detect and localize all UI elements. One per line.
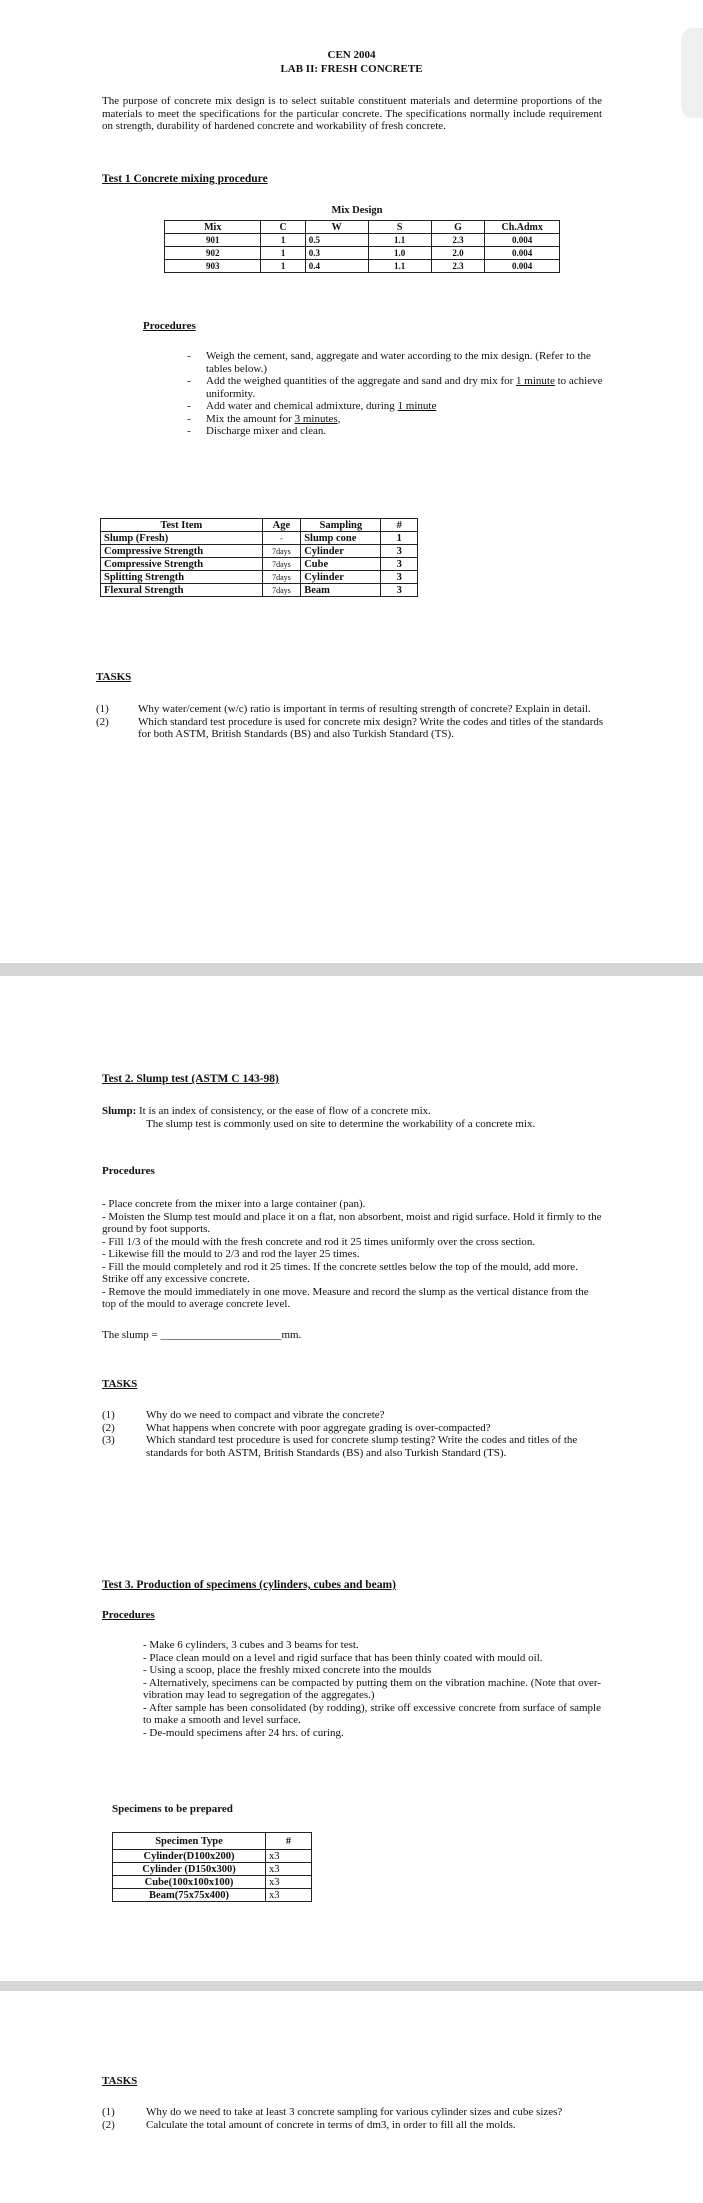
table-cell: 1.1 [368,234,431,247]
task-number: (3) [102,1434,115,1446]
mix-design-table [164,220,560,273]
col-header: G [431,221,485,234]
table-cell: 0.3 [305,247,368,260]
table-cell: 0.4 [305,260,368,273]
table-cell: 1 [261,234,305,247]
task-number: (2) [102,1421,115,1434]
task-text: What happens when concrete with poor aggregate grading is over-compacted? [146,1421,491,1434]
test3-heading: Test 3. Production of specimens (cylinders, cubes and beam) [102,1579,396,1591]
table-row [165,234,560,247]
procedures-heading: Procedures [102,1165,155,1177]
table-header-row [165,221,560,234]
table-cell: 1 [261,247,305,260]
procedure-list [187,350,607,438]
table-cell: Cube [301,558,381,571]
table-cell: 7days [262,584,301,597]
list-item: - Using a scoop, place the freshly mixed concrete into the moulds [143,1664,432,1676]
table-cell: 3 [381,558,418,571]
table-cell: 2.3 [431,260,485,273]
task-text: Why do we need to compact and vibrate the concrete? [146,1409,385,1421]
list-item: - Alternatively, specimens can be compacted by putting them on the vibration machine. (Note that over-vibration may lead to segregation of the aggregates.) [143,1676,601,1701]
procedure-step: Weigh the cement, sand, aggregate and water according to the mix design. (Refer to the tables below.) [206,350,591,375]
table-cell: Compressive Strength [101,545,263,558]
test-items-table [100,518,418,597]
tasks-heading: TASKS [96,671,132,683]
list-item: - After sample has been consolidated (by rodding), strike off excessive concrete from surface of sample to make a smooth and level surface. [143,1701,601,1726]
col-header: C [261,221,305,234]
table-cell: 902 [165,247,261,260]
table-cell: 0.004 [485,247,560,260]
table-cell: Cube(100x100x100) [113,1876,266,1889]
list-item [96,716,606,741]
table-cell: 1 [381,532,418,545]
table-header-row [113,1833,312,1850]
table-cell: Slump cone [301,532,381,545]
table-row [165,247,560,260]
procedures-heading: Procedures [143,320,196,332]
list-item: - Place clean mould on a level and rigid surface that has been thinly coated with mould oil. [143,1651,543,1664]
mix-design-group-header: Mix Design [331,205,383,216]
procedure-step: Add water and chemical admixture, during [206,400,395,412]
list-item: - Make 6 cylinders, 3 cubes and 3 beams for test. [143,1639,359,1651]
col-header: Specimen Type [113,1833,266,1850]
procedure-step-tail: to achieve uniformity. [206,375,603,400]
test2-heading: Test 2. Slump test (ASTM C 143-98) [102,1073,279,1085]
task-list [102,1409,602,1459]
list-item: - Add water and chemical admixture, during 1 minute [187,400,437,412]
duration-link: 3 minutes, [294,412,341,425]
procedure-step: Add the weighed quantities of the aggregate and sand and dry mix for [206,375,514,387]
table-cell: Cylinder [301,545,381,558]
slump-label: Slump: [102,1105,137,1117]
table-row [113,1876,312,1889]
list-item [102,1409,602,1422]
table-cell: Beam [301,584,381,597]
specimen-procedure-list [143,1639,601,1739]
specimen-table [112,1832,312,1902]
procedures-heading: Procedures [102,1609,155,1621]
slump-def-text: It is an index of consistency, or the ease of flow of a concrete mix. [139,1105,431,1117]
table-cell: 903 [165,260,261,273]
task-text: Which standard test procedure is used for concrete slump testing? Write the codes and titles of the standards for both ASTM, British Standards (BS) and also Turkish Standard (TS). [146,1434,578,1459]
task-number: (2) [102,2118,115,2131]
list-item: - Mix the amount for 3 minutes, [187,412,341,425]
table-cell: Splitting Strength [101,571,263,584]
table-row [101,584,418,597]
col-header: Ch.Admx [485,221,560,234]
table-cell: Beam(75x75x400) [113,1889,266,1902]
list-item: - De-mould specimens after 24 hrs. of curing. [143,1726,344,1739]
table-cell: - [262,532,301,545]
list-item [102,2106,602,2119]
tasks-heading: TASKS [102,2075,138,2087]
task-text: Calculate the total amount of concrete in terms of dm3, in order to fill all the molds. [146,2118,516,2131]
task-text: Which standard test procedure is used for concrete mix design? Write the codes and titles of the standards for both ASTM, British Standards (BS) and also Turkish Standard (TS). [138,715,604,740]
table-cell: Cylinder (D150x300) [113,1863,266,1876]
col-header: # [381,519,418,532]
list-item: - Remove the mould immediately in one move. Measure and record the slump as the vertical distance from the top of the mould to average concrete level. [102,1285,589,1310]
col-header: Age [262,519,301,532]
task-number: (1) [102,1409,115,1421]
table-cell: x3 [266,1850,312,1863]
list-item: - Weigh the cement, sand, aggregate and water according to the mix design. (Refer to the tables below.) [187,350,607,375]
procedure-step: Mix the amount for [206,412,292,425]
table-cell: 1 [261,260,305,273]
table-cell: Slump (Fresh) [101,532,263,545]
table-cell: 7days [262,571,301,584]
list-item: - Fill 1/3 of the mould with the fresh concrete and rod it 25 times uniformly over the cross section. [102,1235,536,1248]
table-cell: Compressive Strength [101,558,263,571]
table-cell: 0.004 [485,260,560,273]
table-row [113,1863,312,1876]
list-item [102,2119,602,2132]
table-cell: 3 [381,545,418,558]
table-cell: Cylinder [301,571,381,584]
table-row [113,1850,312,1863]
list-item: - Moisten the Slump test mould and place it on a flat, non absorbent, moist and rigid surface. Hold it firmly to the ground by foot supports. [102,1210,602,1235]
table-cell: 2.3 [431,234,485,247]
specimens-heading: Specimens to be prepared [112,1803,233,1815]
table-row [101,532,418,545]
slump-result-line: The slump = ______________________mm. [102,1329,302,1341]
table-row [101,558,418,571]
col-header: Test Item [101,519,263,532]
table-cell: 0.5 [305,234,368,247]
list-item [102,1422,602,1435]
table-cell: Cylinder(D100x200) [113,1850,266,1863]
page-separator [0,963,703,976]
list-item: - Add the weighed quantities of the aggregate and sand and dry mix for 1 minute to achieve uniformity. [187,375,603,400]
col-header: S [368,221,431,234]
intro-paragraph: The purpose of concrete mix design is to select suitable constituent materials and determine proportions of the materials to meet the specifications for the particular concrete. The specifications normally include requirement on strength, durability of hardened concrete and workability of fresh concrete. [102,95,602,132]
list-item: - Place concrete from the mixer into a large container (pan). [102,1198,366,1210]
page-separator [0,1981,703,1991]
duration-link: 1 minute [516,375,555,387]
list-item [102,1434,602,1459]
lab-title: LAB II: FRESH CONCRETE [280,63,423,75]
table-cell: x3 [266,1876,312,1889]
table-cell: 1.0 [368,247,431,260]
duration-link: 1 minute [397,400,437,412]
list-item: - Likewise fill the mould to 2/3 and rod the layer 25 times. [102,1248,360,1260]
table-row [101,571,418,584]
task-number: (1) [102,2106,115,2118]
slump-definition [102,1105,592,1118]
table-row [113,1889,312,1902]
table-row [101,545,418,558]
table-cell: 7days [262,545,301,558]
task-list [102,2106,602,2131]
procedure-step: Discharge mixer and clean. [206,425,327,437]
table-row [165,260,560,273]
task-number: (2) [96,715,109,728]
tasks-heading: TASKS [102,1378,138,1390]
task-list [96,703,606,741]
slump-procedure-list [102,1198,602,1311]
list-item: - Fill the mould completely and rod it 25 times. If the concrete settles below the top of the mould, add more. Strike off any excessive concrete. [102,1260,578,1285]
table-cell: 3 [381,584,418,597]
table-cell: 3 [381,571,418,584]
table-cell: 7days [262,558,301,571]
task-number: (1) [96,703,109,715]
list-item [96,703,606,716]
table-header-row [101,519,418,532]
test1-heading: Test 1 Concrete mixing procedure [102,173,268,185]
slump-use-text: The slump test is commonly used on site to determine the workability of a concrete mix. [146,1118,536,1130]
col-header: Sampling [301,519,381,532]
course-code: CEN 2004 [327,49,376,61]
table-cell: x3 [266,1863,312,1876]
col-header: # [266,1833,312,1850]
document-page-2 [0,978,703,1980]
task-text: Why do we need to take at least 3 concrete sampling for various cylinder sizes and cube sizes? [146,2106,563,2118]
col-header: W [305,221,368,234]
table-cell: 2.0 [431,247,485,260]
list-item: - Discharge mixer and clean. [187,425,327,437]
table-cell: x3 [266,1889,312,1902]
table-cell: 1.1 [368,260,431,273]
table-cell: 0.004 [485,234,560,247]
document-page-3 [0,1992,703,2203]
col-header: Mix [165,221,261,234]
table-cell: Flexural Strength [101,584,263,597]
table-cell: 901 [165,234,261,247]
task-text: Why water/cement (w/c) ratio is important in terms of resulting strength of concrete? Explain in detail. [138,703,591,715]
document-page-1 [0,0,703,960]
